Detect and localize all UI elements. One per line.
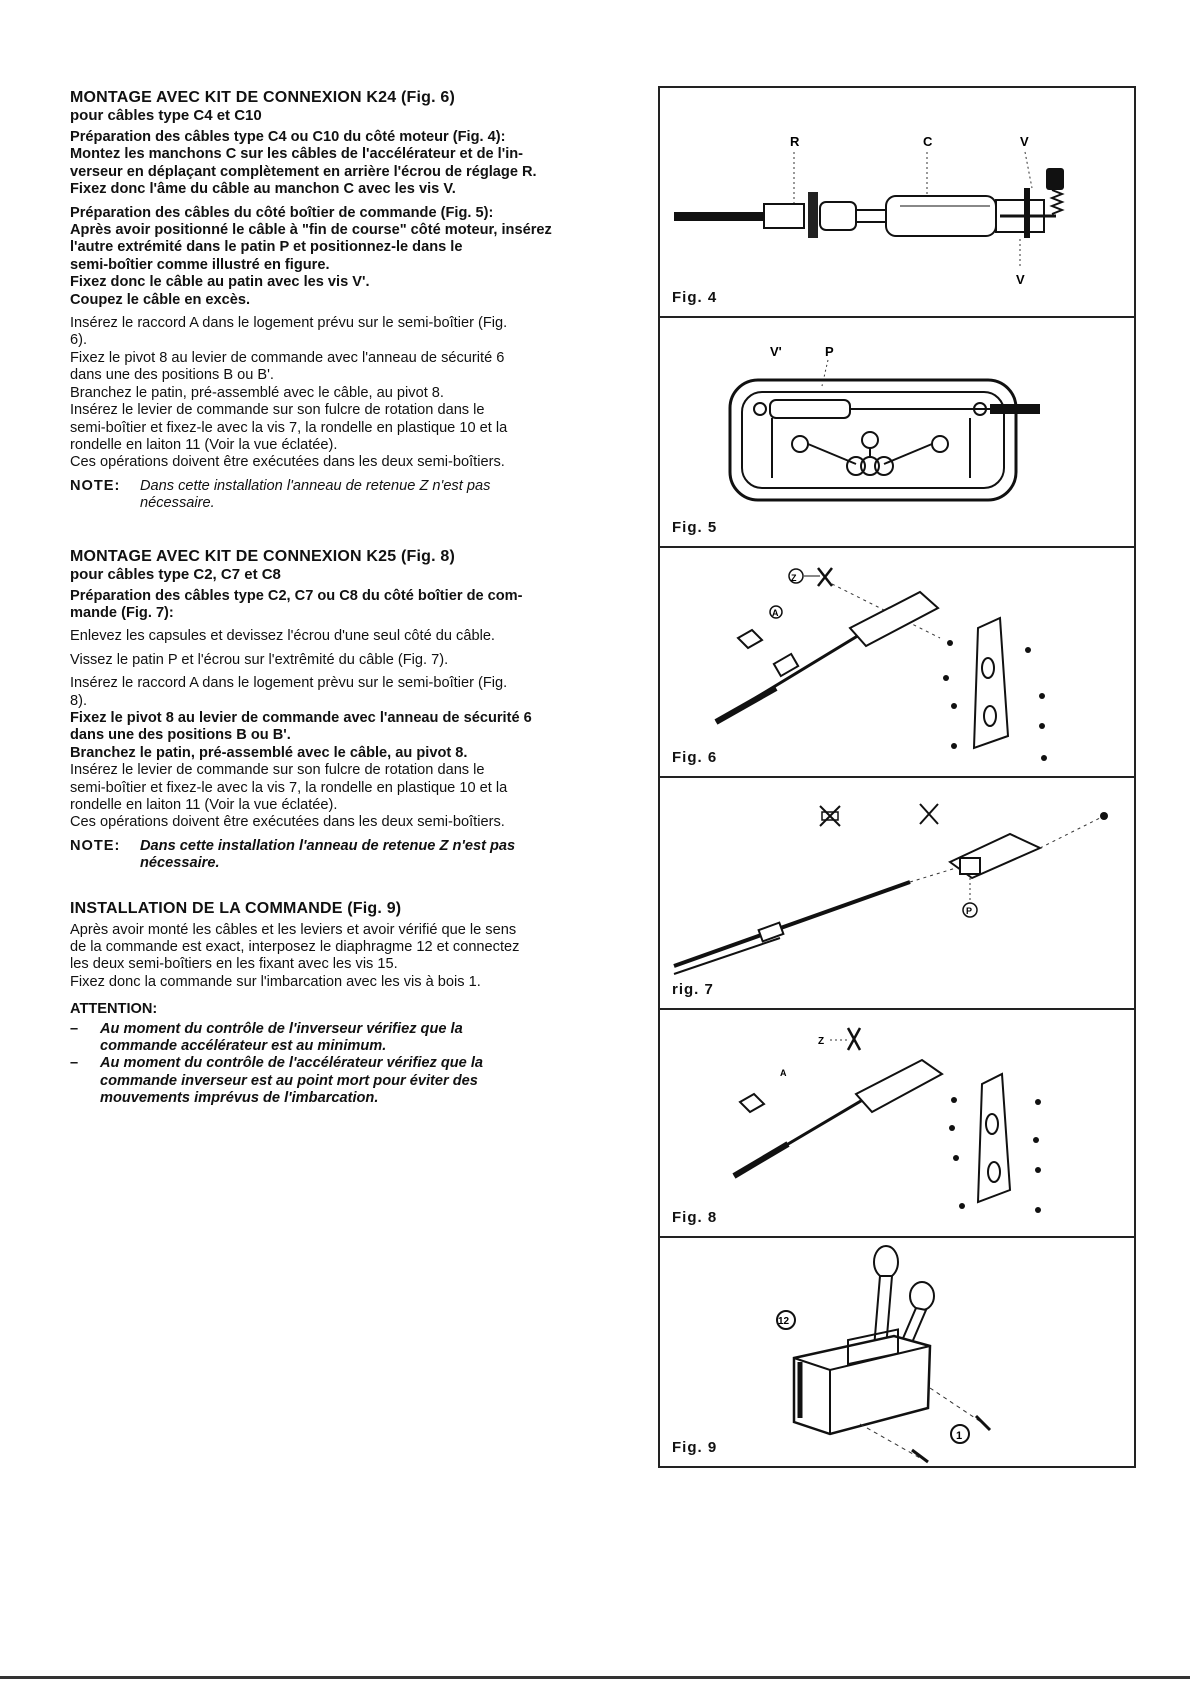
figure-9: [660, 1238, 1134, 1466]
text-line: Fixez donc la commande sur l'imbarcation avec les vis à bois 1.: [70, 973, 481, 990]
text-line: Préparation des câbles type C2, C7 ou C8 du côté boîtier de com-: [70, 587, 523, 604]
attention-item: – Au moment du contrôle de l'accélérateur vérifiez que la commande inverseur est au point mort pour éviter des mouvements imprévus de l'imbarcation.: [70, 1055, 484, 1107]
paragraph: [70, 588, 636, 623]
text-line: mande (Fig. 7):: [70, 604, 174, 621]
text-line: Insérez le raccord A dans le logement prèvu sur le semi-boîtier (Fig.: [70, 675, 508, 692]
section-title: MONTAGE AVEC KIT DE CONNEXION K24 (Fig. 6): [70, 89, 456, 106]
figure-7: [660, 778, 1134, 1010]
callout-p: P: [966, 906, 973, 916]
note-label: NOTE:: [70, 477, 121, 494]
text-line: Fixez donc le câble au patin avec les vis V'.: [70, 274, 370, 291]
text-line: rondelle en laiton 11 (Voir la vue éclatée).: [70, 797, 338, 813]
text-line: dans une des positions B ou B'.: [70, 367, 274, 384]
text-line: les deux semi-boîtiers en les fixant avec les vis 15.: [70, 956, 398, 973]
text-line: semi-boîtier comme illustré en figure.: [70, 256, 330, 273]
text-line: commande accélérateur est au minimum.: [100, 1038, 387, 1055]
text-line: de la commande est exact, interposez le diaphragme 12 et connectez: [70, 939, 520, 956]
paragraph: [70, 675, 636, 832]
text-line: Montez les manchons C sur les câbles de l'accélérateur et de l'in-: [70, 146, 524, 163]
figure-label: rig. 7: [672, 981, 714, 998]
section-subtitle: pour câbles type C4 et C10: [70, 107, 262, 124]
text-line: Branchez le patin, pré-assemblé avec le câble, au pivot 8.: [70, 384, 444, 401]
text-line: commande inverseur est au point mort pour éviter des: [100, 1072, 478, 1089]
callout-z: Z: [791, 573, 797, 583]
half-box-drawing: [660, 318, 1134, 548]
text-line: 6).: [70, 332, 88, 349]
connection-kit-k24-drawing: [660, 548, 1134, 778]
figure-8: [660, 1010, 1134, 1238]
figure-label: Fig. 5: [672, 519, 718, 536]
text-column: [70, 88, 636, 1108]
callout-v-prime: V': [770, 344, 782, 359]
callout-v-bottom: V: [1016, 272, 1025, 287]
text-line: Fixez le pivot 8 au levier de commande avec l'anneau de sécurité 6: [70, 709, 532, 726]
text-line: Branchez le patin, pré-assemblé avec le câble, au pivot 8.: [70, 744, 468, 761]
text-line: Insérez le levier de commande sur son fulcre de rotation dans le: [70, 402, 485, 419]
figure-6: [660, 548, 1134, 778]
note: [70, 478, 636, 513]
section-title: MONTAGE AVEC KIT DE CONNEXION K25 (Fig. 8): [70, 547, 456, 565]
paragraph: [70, 652, 636, 669]
note-text: [140, 478, 636, 513]
text-line: Coupez le câble en excès.: [70, 291, 251, 308]
text-line: Insérez le levier de commande sur son fulcre de rotation dans le: [70, 762, 485, 779]
text-line: Après avoir positionné le câble à "fin de course" côté moteur, insérez: [70, 222, 552, 239]
callout-z: Z: [818, 1036, 825, 1047]
text-line: Dans cette installation l'anneau de retenue Z n'est pas: [140, 477, 491, 494]
figure-4: [660, 88, 1134, 318]
figure-label: Fig. 8: [672, 1209, 718, 1226]
text-line: semi-boîtier et fixez-le avec la vis 7, la rondelle en plastique 10 et la: [70, 419, 508, 436]
text-line: Ces opérations doivent être exécutées dans les deux semi-boîtiers.: [70, 814, 505, 831]
figure-label: Fig. 6: [672, 749, 718, 766]
callout-12: 12: [778, 1316, 790, 1327]
text-line: Après avoir monté les câbles et les leviers et avoir vérifié que le sens: [70, 921, 517, 938]
text-line: nécessaire.: [140, 855, 220, 872]
text-line: Fixez le pivot 8 au levier de commande avec l'anneau de sécurité 6: [70, 349, 505, 366]
callout-v: V: [1020, 134, 1029, 149]
figure-label: Fig. 4: [672, 289, 718, 306]
text-line: Au moment du contrôle de l'accélérateur vérifiez que la: [100, 1055, 484, 1072]
text-line: Insérez le raccord A dans le logement prévu sur le semi-boîtier (Fig.: [70, 315, 508, 332]
callout-c: C: [923, 134, 933, 149]
text-line: Dans cette installation l'anneau de retenue Z n'est pas: [140, 837, 516, 854]
text-line: nécessaire.: [140, 495, 215, 512]
figure-column: [658, 86, 1136, 1468]
attention-item: – Au moment du contrôle de l'inverseur vérifiez que la commande accélérateur est au minimum.: [70, 1020, 463, 1055]
connection-kit-k25-drawing: [660, 1010, 1134, 1238]
figure-5: [660, 318, 1134, 548]
paragraph: [70, 129, 636, 199]
note-label: NOTE:: [70, 837, 121, 854]
text-line: 8).: [70, 692, 88, 709]
cable-sleeve-drawing: [660, 88, 1134, 318]
text-line: l'autre extrémité dans le patin P et positionnez-le dans le: [70, 239, 463, 256]
text-line: dans une des positions B ou B'.: [70, 727, 291, 744]
text-line: Vissez le patin P et l'écrou sur l'extrêmité du câble (Fig. 7).: [70, 651, 449, 668]
callout-r: R: [790, 134, 800, 149]
text-line: mouvements imprévus de l'imbarcation.: [100, 1090, 379, 1107]
text-line: rondelle en laiton 11 (Voir la vue éclatée).: [70, 436, 338, 453]
callout-a: A: [772, 608, 779, 618]
command-box-drawing: [660, 1238, 1134, 1466]
cable-slider-drawing: [660, 778, 1134, 1010]
text-line: Ces opérations doivent être exécutées dans les deux semi-boîtiers.: [70, 454, 505, 471]
note: [70, 838, 636, 873]
section-subtitle: pour câbles type C2, C7 et C8: [70, 565, 281, 583]
text-line: semi-boîtier et fixez-le avec la vis 7, la rondelle en plastique 10 et la: [70, 779, 508, 796]
text-line: Préparation des câbles du côté boîtier de commande (Fig. 5):: [70, 204, 494, 221]
note-text: [140, 838, 636, 873]
text-line: verseur en déplaçant complètement en arrière l'écrou de réglage R.: [70, 163, 537, 180]
section-k24: [70, 88, 636, 513]
text-line: Au moment du contrôle de l'inverseur vérifiez que la: [100, 1020, 463, 1037]
page-bottom-rule: [0, 1676, 1190, 1679]
section-title: INSTALLATION DE LA COMMANDE (Fig. 9): [70, 899, 402, 917]
section-installation: [70, 899, 636, 1108]
text-line: Fixez donc l'âme du câble au manchon C avec les vis V.: [70, 181, 456, 198]
text-line: Préparation des câbles type C4 ou C10 du côté moteur (Fig. 4):: [70, 129, 506, 145]
callout-1: 1: [956, 1430, 963, 1442]
text-line: Enlevez les capsules et devissez l'écrou d'une seul côté du câble.: [70, 628, 495, 645]
paragraph: [70, 922, 636, 992]
paragraph: [70, 205, 636, 309]
callout-a: A: [780, 1068, 787, 1078]
section-k25: [70, 547, 636, 873]
figure-label: Fig. 9: [672, 1439, 718, 1456]
callout-p: P: [825, 344, 834, 359]
paragraph: [70, 315, 636, 472]
paragraph: [70, 628, 636, 645]
attention-title: ATTENTION:: [70, 1001, 158, 1018]
